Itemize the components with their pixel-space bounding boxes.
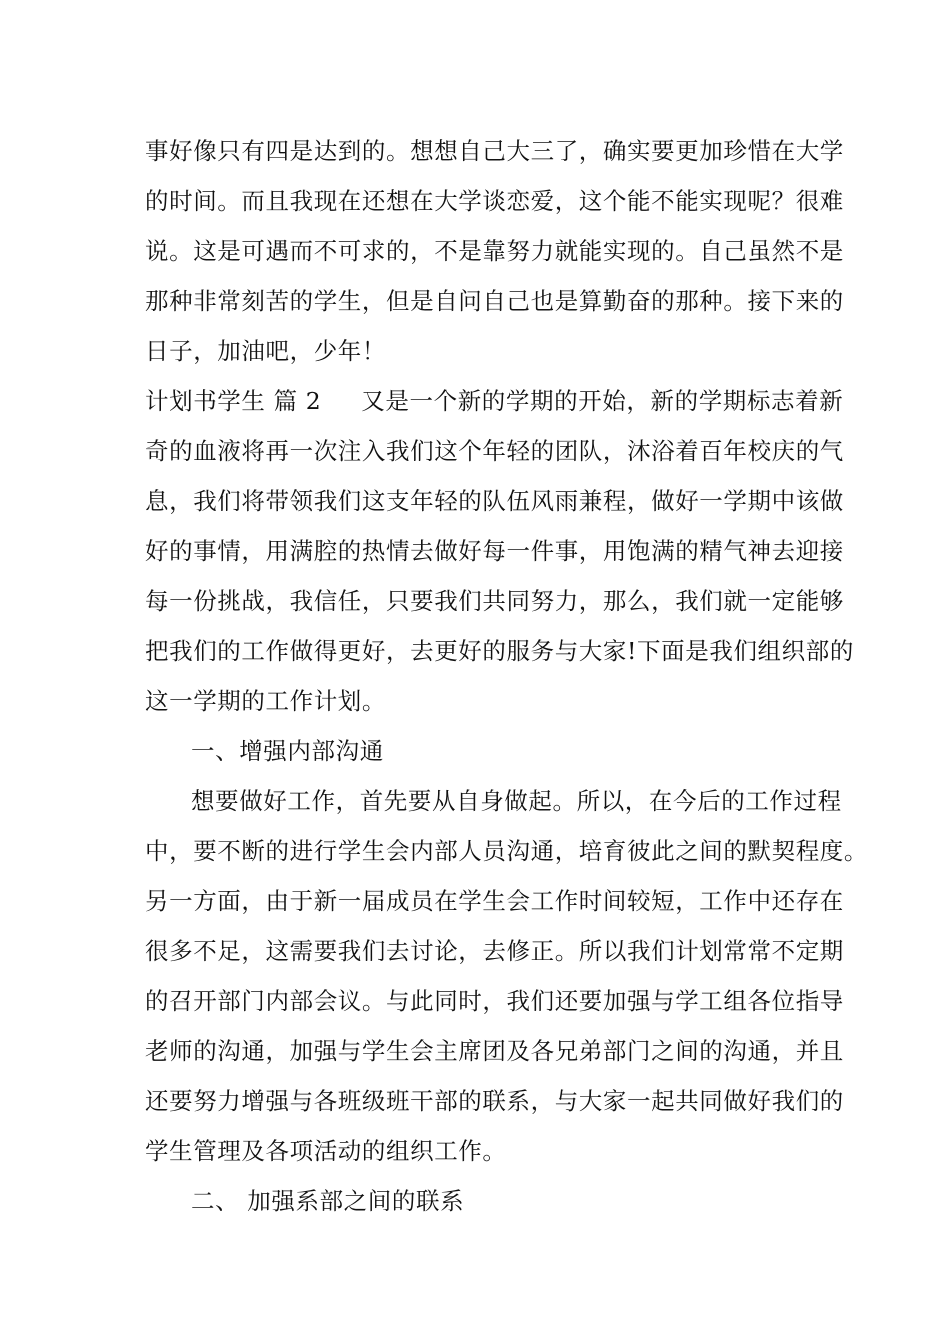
section-heading: 二、 加强系部之间的联系 [191,1187,465,1215]
text-line: 这一学期的工作计划。 [145,687,386,715]
text-line: 学生管理及各项活动的组织工作。 [145,1137,507,1165]
text-line: 说。这是可遇而不可求的，不是靠努力就能实现的。自己虽然不是 [145,237,844,265]
text-line: 把我们的工作做得更好，去更好的服务与大家!下面是我们组织部的 [145,637,854,665]
text-line: 的召开部门内部会议。与此同时，我们还要加强与学工组各位指导 [145,987,844,1015]
text-line: 的时间。而且我现在还想在大学谈恋爱，这个能不能实现呢？很难 [145,187,844,215]
text-line: 那种非常刻苦的学生，但是自问自己也是算勤奋的那种。接下来的 [145,287,844,315]
section-title: 计划书学生 篇 2 [145,387,322,415]
text-line: 中，要不断的进行学生会内部人员沟通，培育彼此之间的默契程度。 [145,837,868,865]
section-title-line [145,386,843,416]
paragraph-first-line: 想要做好工作，首先要从自身做起。所以，在今后的工作过程 [191,787,842,815]
text-line: 很多不足，这需要我们去讨论，去修正。所以我们计划常常不定期 [145,937,844,965]
text-line: 老师的沟通，加强与学生会主席团及各兄弟部门之间的沟通，并且 [145,1037,844,1065]
section-heading: 一、增强内部沟通 [191,737,384,765]
text-line: 事好像只有四是达到的。想想自己大三了，确实要更加珍惜在大学 [145,137,844,165]
text-line: 日子，加油吧，少年！ [145,337,386,365]
text-line: 每一份挑战，我信任，只要我们共同努力，那么，我们就一定能够 [145,587,844,615]
text-line: 另一方面，由于新一届成员在学生会工作时间较短，工作中还存在 [145,887,844,915]
text-line: 还要努力增强与各班级班干部的联系，与大家一起共同做好我们的 [145,1087,844,1115]
section-first-line: 又是一个新的学期的开始，新的学期标志着新 [361,387,844,415]
text-line: 奇的血液将再一次注入我们这个年轻的团队，沐浴着百年校庆的气 [145,437,844,465]
text-line: 息，我们将带领我们这支年轻的队伍风雨兼程，做好一学期中该做 [145,487,844,515]
text-line: 好的事情，用满腔的热情去做好每一件事，用饱满的精气神去迎接 [145,537,844,565]
